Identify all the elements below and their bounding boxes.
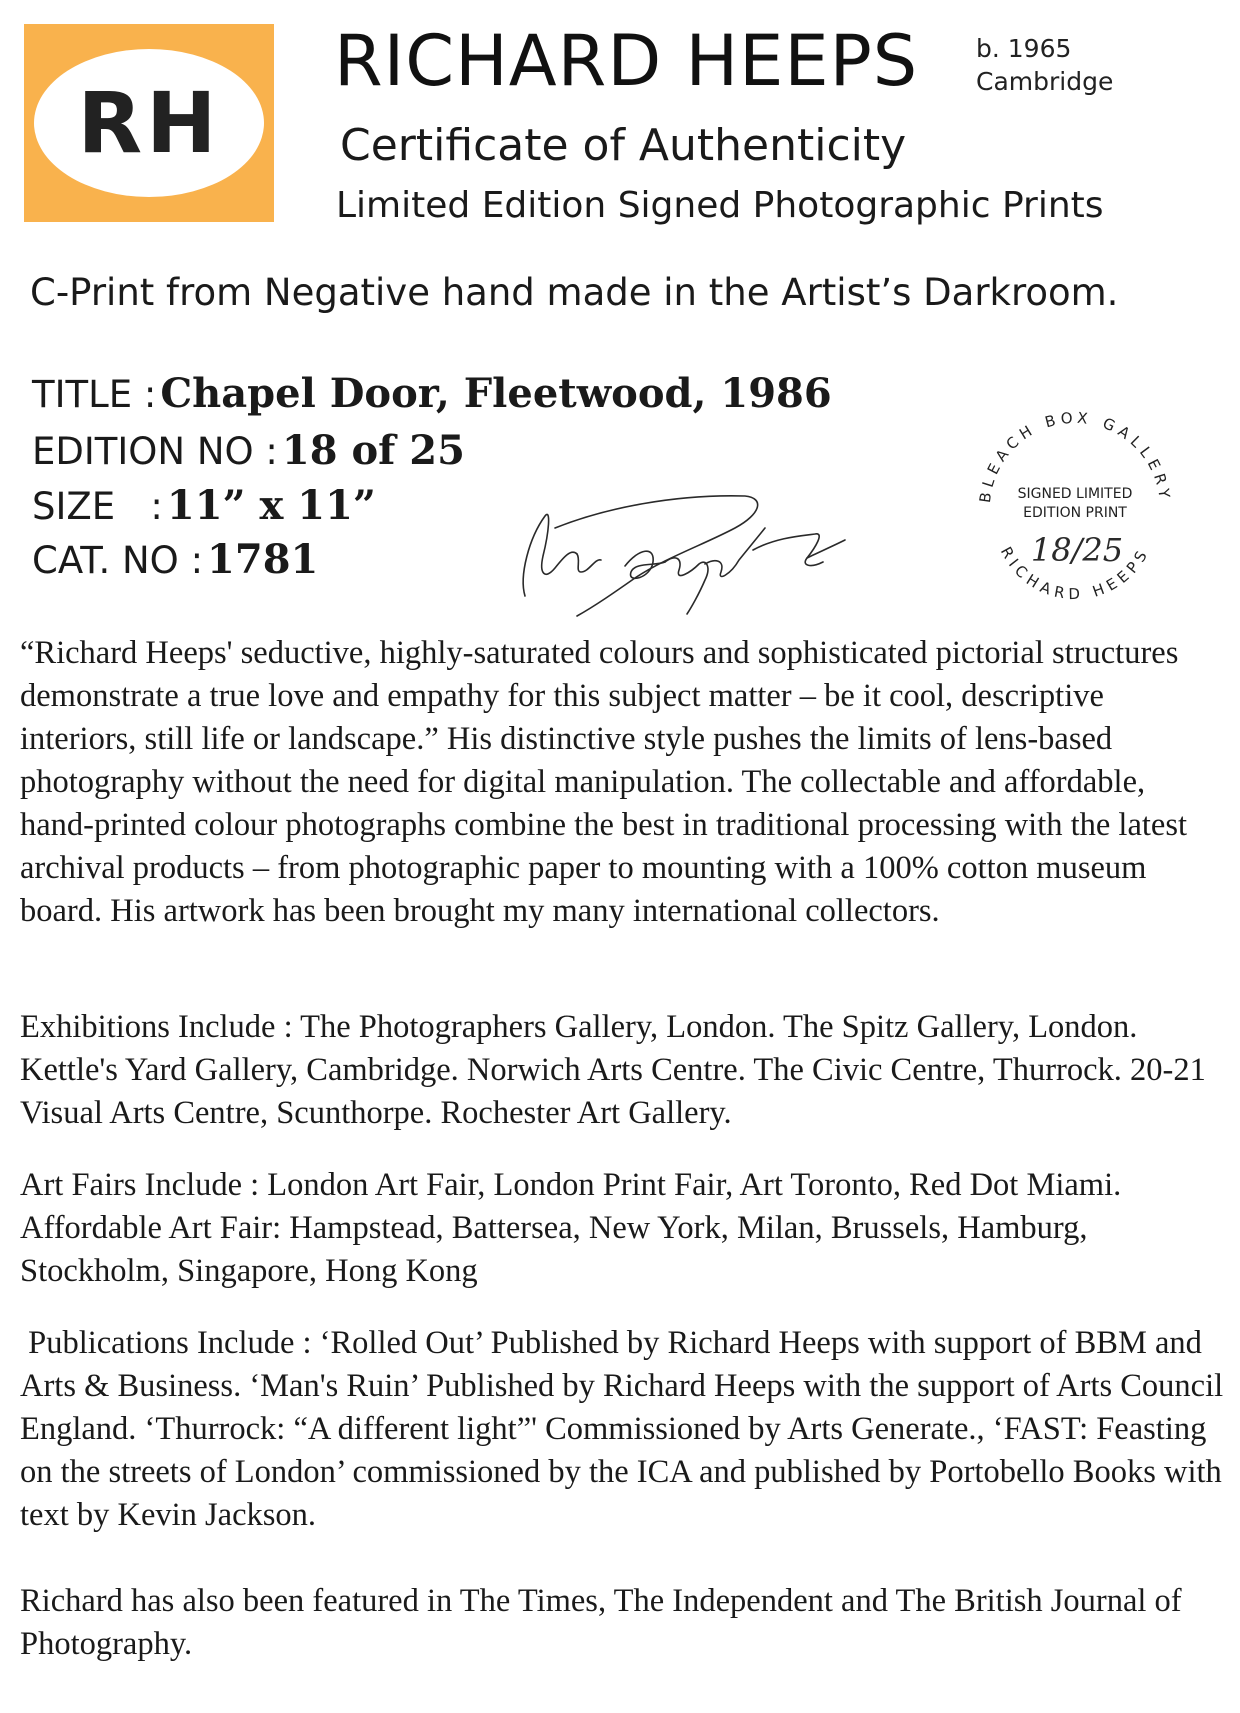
publications-paragraph: Publications Include : ‘Rolled Out’ Published by Richard Heeps with support of BBM and Arts & Business. ‘Man's Ruin’ Published by Richard Heeps with the support of Arts Council England. ‘Thurrock: “A different light”' Commissioned by Arts Generate., ‘FAST: Feasting on the streets of London’ commissioned by the ICA and published by Portobello Books with text by Kevin Jackson. <box>20 1325 1232 1533</box>
stamp-line-2: EDITION PRINT <box>1023 505 1127 521</box>
edition-value: 18 of 25 <box>281 427 465 474</box>
stamp-line-1: SIGNED LIMITED <box>1017 486 1133 502</box>
spec-cat-row <box>32 536 318 583</box>
art-fairs-paragraph: Art Fairs Include : London Art Fair, London Print Fair, Art Toronto, Red Dot Miami. Affordable Art Fair: Hampstead, Battersea, New York, Milan, Brussels, Hamburg, Stockholm, Singapore, Hong Kong <box>20 1167 1122 1289</box>
gallery-stamp <box>966 394 1184 622</box>
spec-title-row <box>32 370 832 417</box>
cat-label: CAT. NO : <box>32 539 204 582</box>
cat-value: 1781 <box>207 536 319 583</box>
logo-oval <box>34 49 264 197</box>
title-value: Chapel Door, Fleetwood, 1986 <box>160 370 832 417</box>
spec-size-row <box>32 482 376 529</box>
exhibitions-paragraph: Exhibitions Include : The Photographers Gallery, London. The Spitz Gallery, London. Kettle's Yard Gallery, Cambridge. Norwich Arts Centre. The Civic Centre, Thurrock. 20-21 Visual Arts Centre, Scunthorpe. Rochester Art Gallery. <box>20 1009 1206 1131</box>
birth-year: b. 1965 <box>976 34 1072 63</box>
featured-paragraph: Richard has also been featured in The Times, The Independent and The British Journal of Photography. <box>20 1583 1182 1662</box>
certificate-title: Certificate of Authenticity <box>340 120 907 171</box>
stamp-ring-bottom: RICHARD HEEPS <box>996 543 1154 604</box>
logo-text: RH <box>77 74 221 172</box>
title-label: TITLE : <box>32 373 157 416</box>
stamp-ring-top: BLEACH BOX GALLERY <box>975 408 1175 504</box>
spec-edition-row <box>32 427 465 474</box>
birth-place: Cambridge <box>976 67 1114 96</box>
quote-paragraph: “Richard Heeps' seductive, highly-saturated colours and sophisticated pictorial structures demonstrate a true love and empathy for this subject matter – be it cool, descriptive interiors, still life or landscape.” His distinctive style pushes the limits of lens-based photography without the need for digital manipulation. The collectable and affordable, hand-printed colour photographs combine the best in traditional processing with the latest archival products – from photographic paper to mounting with a 100% cotton museum board. His artwork has been brought my many international collectors. <box>20 635 1188 929</box>
stamp-handwritten-number: 18/25 <box>1030 531 1124 569</box>
certificate-subtitle: Limited Edition Signed Photographic Prints <box>336 185 1104 226</box>
artist-meta <box>976 32 1113 98</box>
print-description: C-Print from Negative hand made in the Artist’s Darkroom. <box>30 271 1119 314</box>
rh-logo <box>24 24 274 222</box>
edition-label: EDITION NO : <box>32 430 278 473</box>
signature-icon <box>515 488 855 623</box>
size-label: SIZE : <box>32 485 163 528</box>
artist-name: RICHARD HEEPS <box>334 20 919 102</box>
size-value: 11” x 11” <box>166 482 376 529</box>
